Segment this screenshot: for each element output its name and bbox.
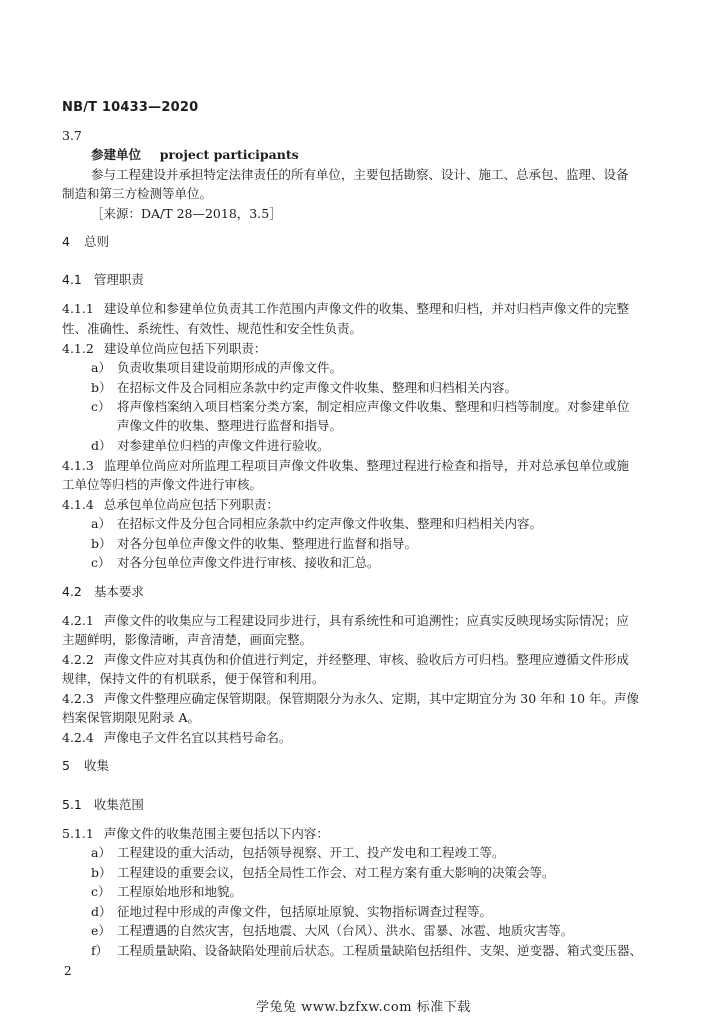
clause-text: 工单位等归档的声像文件进行审核。 [62, 477, 263, 492]
clause-text: 建设单位尚应包括下列职责： [103, 341, 267, 356]
section-number: 5 [62, 758, 70, 773]
subsection-heading [62, 796, 144, 813]
list-item: a） 在招标文件及分包合同相应条款中约定声像文件收集、整理和归档相关内容。 [91, 516, 543, 531]
clause-text: 性、准确性、系统性、有效性、规范性和安全性负责。 [62, 321, 363, 336]
clause-line [62, 690, 639, 707]
clause-line [62, 340, 266, 357]
subsection-title: 管理职责 [93, 272, 144, 287]
list-item: d） 对参建单位归档的声像文件进行验收。 [91, 438, 330, 453]
list-item: d） 征地过程中形成的声像文件，包括原址原貌、实物指标调查过程等。 [91, 904, 493, 919]
clause-number: 4.2.1 [62, 613, 94, 628]
clause-line [62, 496, 279, 513]
clause-line [62, 612, 629, 629]
standard-number: NB/T 10433—2020 [62, 100, 199, 115]
clause-number: 4.2.4 [62, 730, 94, 745]
term-definition-line: 参与工程建设并承担特定法律责任的所有单位，主要包括勘察、设计、施工、总承包、监理、设备 [91, 167, 629, 182]
clause-number: 3.7 [62, 128, 82, 143]
section-title: 收集 [83, 758, 109, 773]
clause-number: 4.2.2 [62, 652, 94, 667]
section-number: 4 [62, 234, 70, 249]
clause-text: 声像文件整理应确定保管期限。保管期限分为永久、定期，其中定期宜分为 30 年和 10 年。声像 [103, 691, 640, 706]
clause-text: 声像文件的收集范围主要包括以下内容： [103, 826, 329, 841]
clause-line [62, 457, 629, 474]
list-item: f） 工程质量缺陷、设备缺陷处理前后状态。工程质量缺陷包括组件、支架、逆变器、箱式变压器、 [91, 943, 643, 958]
list-item: b） 在招标文件及合同相应条款中约定声像文件收集、整理和归档相关内容。 [91, 380, 518, 395]
clause-text: 总承包单位尚应包括下列职责： [103, 497, 279, 512]
clause-line [62, 300, 629, 317]
list-item: c） 对各分包单位声像文件进行审核、接收和汇总。 [91, 555, 380, 570]
list-item: c） 工程原始地形和地貌。 [91, 884, 243, 899]
list-item: b） 对各分包单位声像文件的收集、整理进行监督和指导。 [91, 536, 418, 551]
list-item: a） 工程建设的重大活动，包括领导视察、开工、投产发电和工程竣工等。 [91, 845, 505, 860]
list-item: e） 工程遭遇的自然灾害，包括地震、大风（台风）、洪水、雷暴、冰雹、地质灾害等。 [91, 923, 574, 938]
subsection-heading [62, 271, 144, 288]
clause-text: 档案保管期限见附录 A。 [62, 710, 201, 725]
clause-line [62, 729, 291, 746]
section-heading [62, 233, 109, 250]
term-definition-line: 制造和第三方检测等单位。 [62, 186, 213, 201]
list-item: a） 负责收集项目建设前期形成的声像文件。 [91, 360, 343, 375]
list-item: c） 将声像档案纳入项目档案分类方案，制定相应声像文件收集、整理和归档等制度。对参建单位 [91, 399, 630, 414]
clause-text: 声像文件应对其真伪和价值进行判定，并经整理、审核、验收后方可归档。整理应遵循文件形成 [103, 652, 629, 667]
term-source: ［来源：DA/T 28—2018，3.5］ [91, 206, 282, 221]
watermark-text: 学兔兔 www.bzfxw.com 标准下载 [256, 1000, 471, 1015]
clause-number: 4.2.3 [62, 691, 94, 706]
clause-number: 4.1.2 [62, 341, 94, 356]
subsection-number: 4.1 [62, 272, 82, 287]
subsection-title: 收集范围 [93, 797, 144, 812]
term-entry [91, 146, 299, 163]
clause-line [62, 825, 329, 842]
clause-number: 4.1.1 [62, 301, 94, 316]
subsection-number: 4.2 [62, 584, 82, 599]
subsection-heading [62, 583, 144, 600]
subsection-title: 基本要求 [93, 584, 144, 599]
clause-text: 规律，保持文件的有机联系，便于保管和利用。 [62, 671, 325, 686]
clause-number: 4.1.4 [62, 497, 94, 512]
page-number: 2 [64, 964, 72, 978]
term-en: project participants [159, 147, 299, 162]
term-zh: 参建单位 [91, 147, 142, 162]
clause-text: 监理单位尚应对所监理工程项目声像文件收集、整理过程进行检查和指导，并对总承包单位或施 [103, 458, 629, 473]
clause-text: 声像文件的收集应与工程建设同步进行，具有系统性和可追溯性；应真实反映现场实际情况；应 [103, 613, 629, 628]
list-item: b） 工程建设的重要会议，包括全局性工作会、对工程方案有重大影响的决策会等。 [91, 865, 555, 880]
subsection-number: 5.1 [62, 797, 82, 812]
list-item-continuation: 声像文件的收集、整理进行监督和指导。 [117, 418, 343, 433]
clause-text: 声像电子文件名宜以其档号命名。 [103, 730, 292, 745]
clause-line [62, 651, 629, 668]
section-title: 总则 [83, 234, 109, 249]
clause-number: 5.1.1 [62, 826, 94, 841]
clause-text: 建设单位和参建单位负责其工作范围内声像文件的收集、整理和归档，并对归档声像文件的完整 [103, 301, 629, 316]
clause-text: 主题鲜明，影像清晰，声音清楚，画面完整。 [62, 632, 313, 647]
section-heading [62, 757, 109, 774]
clause-number: 4.1.3 [62, 458, 94, 473]
